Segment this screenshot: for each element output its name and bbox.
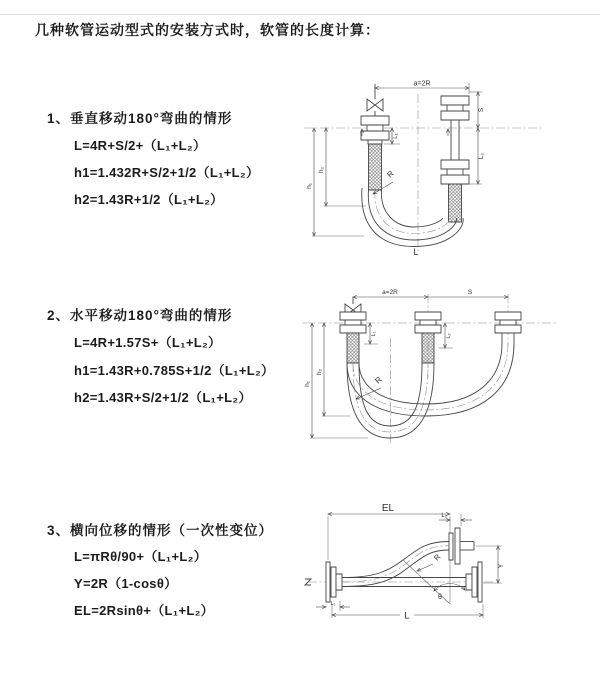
- dim-label-h2: h₂: [318, 166, 325, 174]
- dim-label-h1: h₁: [304, 381, 311, 387]
- flange-bottom-right: [466, 562, 482, 602]
- section1-formula-h2: h2=1.43R+1/2（L₁+L₂）: [74, 192, 224, 207]
- flange-right-top: [441, 96, 469, 120]
- flange-left: [361, 116, 389, 144]
- dimension-EL: [328, 503, 450, 604]
- dim-label-L1: L₁: [393, 133, 399, 139]
- dim-label-EL: EL: [381, 503, 395, 514]
- dim-label-R: R: [373, 374, 384, 386]
- braided-hose-right: [449, 184, 462, 222]
- flange-left: [340, 312, 366, 333]
- dim-label-L1: L₁: [330, 601, 336, 607]
- valve-icon: [367, 84, 383, 116]
- dimension-a2R: [353, 289, 428, 297]
- section3-formula-EL: EL=2Rsinθ+（L₁+L₂）: [74, 603, 214, 618]
- section2-formula-L: L=4R+1.57S+（L₁+L₂）: [74, 335, 222, 350]
- dimension-h2: [316, 323, 350, 416]
- braided-hose-middle: [422, 333, 434, 363]
- diagram-vertical-180-bend: [302, 78, 547, 258]
- flange-middle: [415, 312, 441, 333]
- section1-formula-h1: h1=1.432R+S/2+1/2（L₁+L₂）: [74, 165, 260, 180]
- dim-label-R: R: [385, 168, 396, 180]
- section3-heading: 3、横向位移的情形（一次性变位）: [47, 523, 274, 538]
- dimension-L: [332, 604, 483, 622]
- dim-label-S: S: [467, 289, 473, 296]
- dim-label-L2: L₂: [446, 333, 452, 339]
- dim-label-h2: h₂: [316, 368, 323, 376]
- dimension-L1: [316, 601, 350, 611]
- dimension-a2R: [375, 81, 469, 95]
- dimension-L2: [469, 128, 485, 184]
- dim-label-R: R: [432, 552, 443, 563]
- dim-label-a2R: a=2R: [382, 289, 398, 296]
- section2-formula-h1: h1=1.43R+0.785S+1/2（L₁+L₂）: [74, 363, 275, 378]
- diagram-lateral-displacement: [300, 500, 585, 638]
- dim-label-L2: L₂: [441, 513, 447, 519]
- section2-formula-h2: h2=1.43R+S/2+1/2（L₁+L₂）: [74, 390, 252, 405]
- dim-label-L1: L₁: [371, 331, 377, 337]
- section3-formula-Y: Y=2R（1-cosθ）: [74, 576, 178, 591]
- dim-label-h1: h₁: [306, 183, 313, 189]
- dim-label-Y: Y: [498, 563, 505, 569]
- flange-top-right: [449, 528, 474, 564]
- radius-callout: [417, 552, 443, 571]
- section2-heading: 2、水平移动180°弯曲的情形: [47, 308, 233, 323]
- flange-right: [495, 312, 521, 333]
- dim-label-L: L: [404, 610, 410, 622]
- dim-label-L: L: [413, 247, 419, 257]
- section3-formula-L: L=πRθ/90+（L₁+L₂）: [74, 549, 207, 564]
- flange-left: [326, 562, 342, 602]
- section1-formula-L: L=4R+S/2+（L₁+L₂）: [74, 138, 207, 153]
- u-bend-hose: [362, 188, 463, 247]
- dimension-L2: [439, 513, 472, 526]
- section1-heading: 1、垂直移动180°弯曲的情形: [47, 111, 233, 126]
- dim-label-a2R: a=2R: [413, 80, 431, 88]
- braided-hose-left: [347, 333, 359, 363]
- scan-edge-line: [0, 14, 600, 15]
- diagram-horizontal-180-bend: [298, 286, 560, 448]
- page-title: 几种软管运动型式的安装方式时，软管的长度计算：: [35, 22, 380, 38]
- braided-hose-left: [369, 144, 382, 190]
- dim-label-S: S: [478, 107, 485, 113]
- dimension-h1: [306, 128, 364, 236]
- dim-label-L2: L₂: [478, 152, 485, 160]
- dimension-h2: [318, 128, 366, 206]
- dimension-S: [469, 92, 485, 128]
- dimension-S: [428, 289, 508, 297]
- dim-label-theta: θ: [438, 594, 442, 601]
- flange-right-bottom: [441, 160, 469, 184]
